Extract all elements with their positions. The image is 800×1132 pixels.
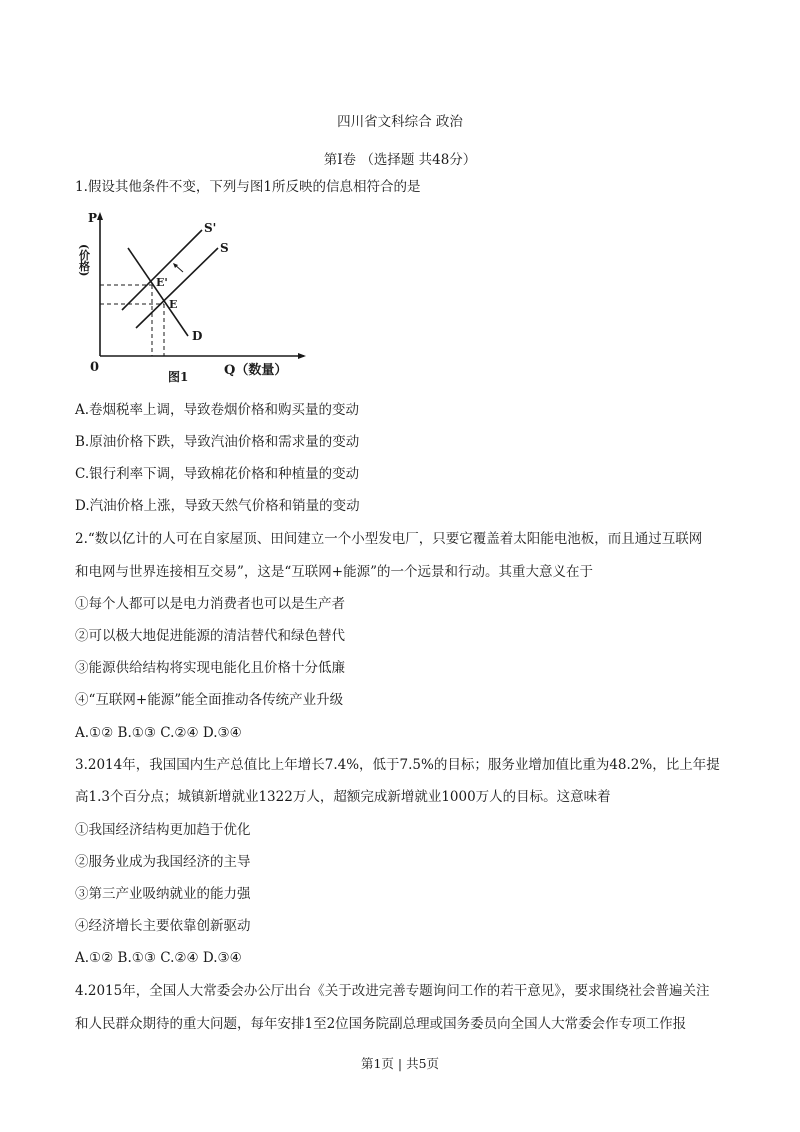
q2-item-3: ③能源供给结构将实现电能化且价格十分低廉 [75, 660, 345, 676]
p-axis-arrow-icon [97, 212, 103, 220]
label-e-prime: E' [156, 276, 168, 289]
page-footer: 第1页 | 共5页 [360, 1056, 440, 1071]
q3-stem-line2: 高1.3个百分点；城镇新增就业1322万人，超额完成新增就业1000万人的目标。这意味着 [75, 789, 611, 805]
p-axis-unit: (价格) [77, 244, 91, 277]
q3-choices: A.①② B.①③ C.②④ D.③④ [75, 950, 242, 966]
q4-stem-line2: 和人民群众期待的重大问题，每年安排1至2位国务院副总理或国务委员向全国人大常委会作专项工作报 [75, 1016, 687, 1032]
q2-stem-line1: 2.“数以亿计的人可在自家屋顶、田间建立一个小型发电厂，只要它覆盖着太阳能电池板，而且通过互联网 [75, 531, 703, 547]
q1-stem: 1.假设其他条件不变，下列与图1所反映的信息相符合的是 [75, 179, 421, 195]
q3-item-1: ①我国经济结构更加趋于优化 [75, 822, 251, 838]
q2-item-1: ①每个人都可以是电力消费者也可以是生产者 [75, 596, 345, 612]
label-e: E [169, 298, 178, 311]
q2-choices: A.①② B.①③ C.②④ D.③④ [75, 725, 242, 741]
demand-curve-d [128, 248, 188, 336]
q2-item-4: ④“互联网+能源”能全面推动各传统产业升级 [75, 692, 344, 708]
label-d: D [192, 329, 203, 343]
q3-item-2: ②服务业成为我国经济的主导 [75, 854, 251, 870]
q4-stem-line1: 4.2015年，全国人大常委会办公厅出台《关于改进完善专题询问工作的若干意见》，要求围绕社会普遍关注 [75, 983, 710, 999]
supply-demand-figure [76, 208, 306, 388]
section-heading: 第Ⅰ卷 （选择题 共48分） [323, 152, 477, 168]
page-title: 四川省文科综合 政治 [337, 114, 463, 130]
q-axis-arrow-icon [298, 353, 306, 359]
q3-item-3: ③第三产业吸纳就业的能力强 [75, 886, 251, 902]
q3-item-4: ④经济增长主要依靠创新驱动 [75, 918, 251, 934]
q1-option-c: C.银行利率下调，导致棉花价格和种植量的变动 [75, 466, 360, 482]
p-axis-label: P [88, 211, 98, 225]
q1-option-a: A.卷烟税率上调，导致卷烟价格和购买量的变动 [75, 402, 360, 418]
label-s-prime: S' [204, 221, 217, 235]
q2-item-2: ②可以极大地促进能源的清洁替代和绿色替代 [75, 628, 345, 644]
q1-option-d: D.汽油价格上涨，导致天然气价格和销量的变动 [75, 498, 360, 514]
supply-curve-s [136, 248, 218, 328]
figure-caption: 图1 [168, 370, 189, 384]
origin-label: 0 [90, 360, 100, 375]
q-axis-label: Q（数量） [224, 363, 288, 378]
q3-stem-line1: 3.2014年，我国国内生产总值比上年增长7.4%，低于7.5%的目标；服务业增加值比重为48.2%，比上年提 [75, 757, 720, 773]
q2-stem-line2: 和电网与世界连接相互交易”，这是“互联网+能源”的一个远景和行动。其重大意义在于 [75, 564, 594, 580]
label-s: S [220, 241, 229, 255]
q1-option-b: B.原油价格下跌，导致汽油价格和需求量的变动 [75, 434, 360, 450]
